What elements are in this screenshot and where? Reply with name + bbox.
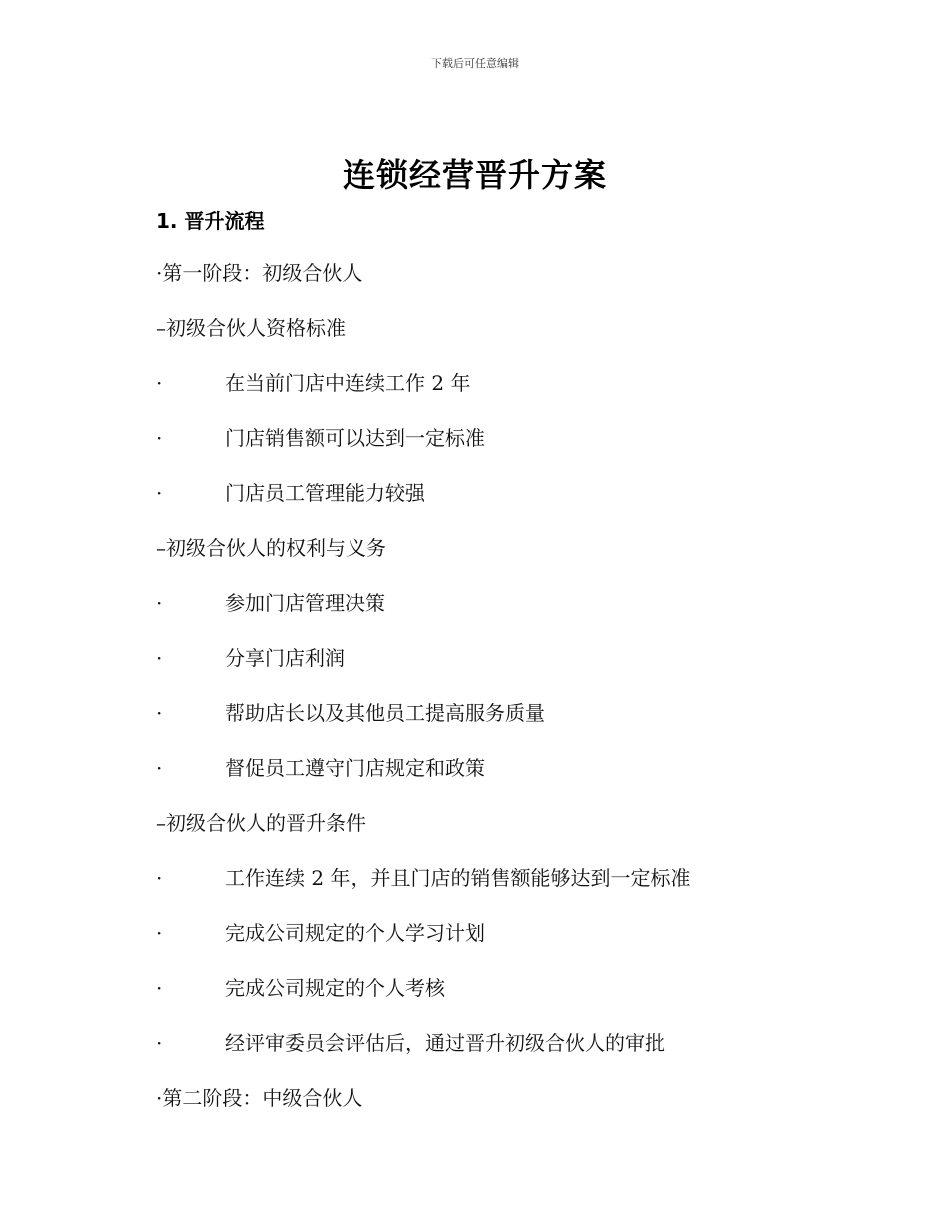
bullet-marker: ·: [156, 921, 163, 945]
bullet-marker: ·: [156, 756, 163, 780]
section-heading: 1. 晋升流程: [156, 209, 265, 233]
list-item-text: 帮助店长以及其他员工提高服务质量: [225, 701, 545, 725]
line-text: 初级合伙人资格标准: [166, 316, 346, 340]
list-item: [156, 363, 856, 418]
document-title: 连锁经营晋升方案: [342, 156, 607, 194]
list-item-text: 分享门店利润: [225, 646, 345, 670]
list-item: [156, 968, 856, 1023]
bullet-marker: ·: [156, 1086, 163, 1110]
list-item-text: 工作连续 2 年，并且门店的销售额能够达到一定标准: [225, 866, 691, 890]
list-item: [156, 583, 856, 638]
list-item: [156, 473, 856, 528]
stage-line: [156, 1078, 856, 1133]
bullet-marker: ·: [156, 701, 163, 725]
list-item: [156, 418, 856, 473]
dash-marker: –: [156, 811, 166, 835]
list-item: [156, 638, 856, 693]
line-text: 初级合伙人的晋升条件: [166, 811, 366, 835]
bullet-marker: ·: [156, 426, 163, 450]
list-item: [156, 748, 856, 803]
list-item-text: 经评审委员会评估后，通过晋升初级合伙人的审批: [225, 1031, 665, 1055]
list-item-text: 门店员工管理能力较强: [225, 481, 425, 505]
list-item-text: 门店销售额可以达到一定标准: [225, 426, 485, 450]
bullet-marker: ·: [156, 261, 163, 285]
list-item-text: 参加门店管理决策: [225, 591, 385, 615]
bullet-marker: ·: [156, 976, 163, 1000]
bullet-marker: ·: [156, 371, 163, 395]
list-item: [156, 858, 856, 913]
list-item: [156, 693, 856, 748]
list-item-text: 督促员工遵守门店规定和政策: [225, 756, 485, 780]
line-text: 初级合伙人的权利与义务: [166, 536, 386, 560]
dash-marker: –: [156, 536, 166, 560]
list-item-text: 完成公司规定的个人考核: [225, 976, 445, 1000]
line-text: 第一阶段：初级合伙人: [162, 261, 363, 285]
subheading-line: [156, 528, 856, 583]
bullet-marker: ·: [156, 591, 163, 615]
subheading-line: [156, 803, 856, 858]
subheading-line: [156, 308, 856, 363]
page-header-note: 下载后可任意编辑: [431, 57, 519, 70]
bullet-marker: ·: [156, 481, 163, 505]
bullet-marker: ·: [156, 1031, 163, 1055]
list-item-text: 完成公司规定的个人学习计划: [225, 921, 485, 945]
bullet-marker: ·: [156, 646, 163, 670]
bullet-marker: ·: [156, 866, 163, 890]
list-item: [156, 913, 856, 968]
stage-line: [156, 253, 856, 308]
list-item-text: 在当前门店中连续工作 2 年: [225, 371, 471, 395]
document-body: [156, 253, 856, 1133]
list-item: [156, 1023, 856, 1078]
dash-marker: –: [156, 316, 166, 340]
line-text: 第二阶段：中级合伙人: [162, 1086, 363, 1110]
